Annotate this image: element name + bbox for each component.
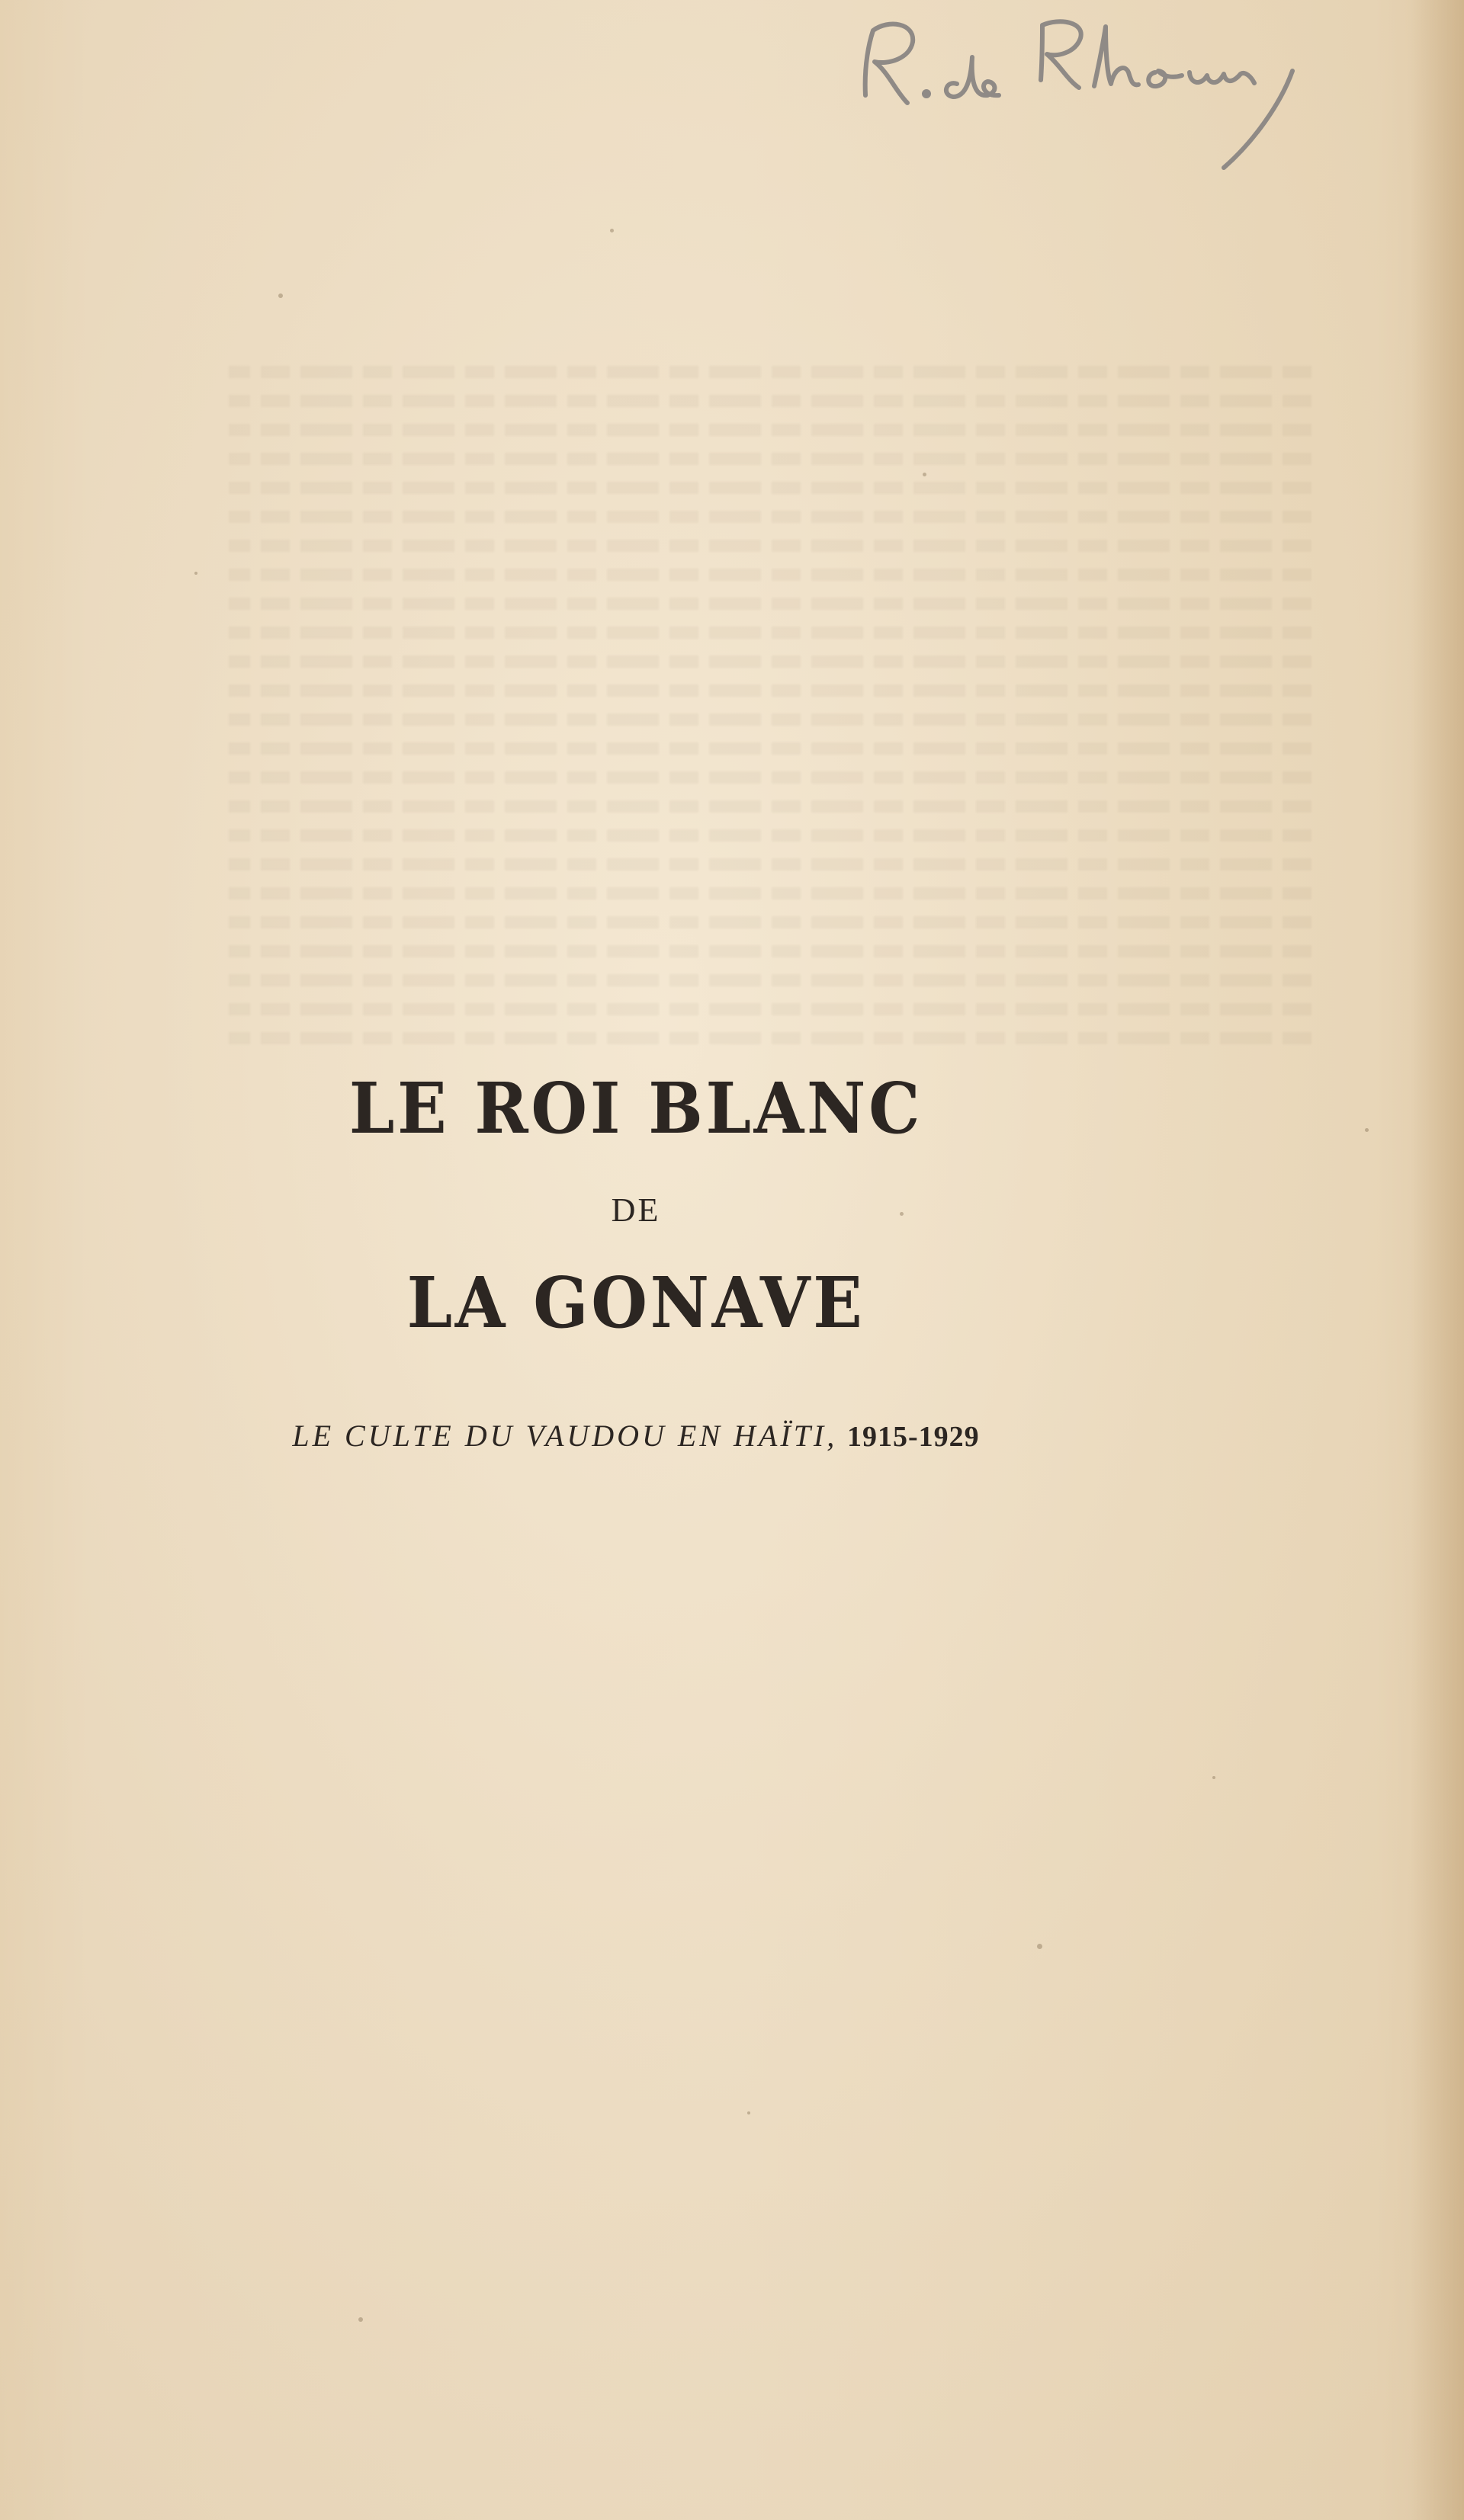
subtitle-years: 1915-1929 <box>846 1421 980 1453</box>
book-subtitle <box>0 1418 1272 1454</box>
paper-speck <box>923 473 926 476</box>
signature-text: R. de Rhoun <box>843 202 848 203</box>
book-title-line-1: LE ROI BLANC <box>348 1067 923 1149</box>
handwritten-signature <box>843 11 1422 210</box>
book-title-connector: DE <box>611 1191 661 1229</box>
book-title-line-2: LA GONAVE <box>406 1262 865 1344</box>
subtitle-text: LE CULTE DU VAUDOU EN HAÏTI, <box>292 1419 838 1453</box>
paper-speck <box>194 572 197 575</box>
paper-speck <box>1365 1128 1369 1132</box>
paper-speck <box>358 2317 363 2322</box>
paper-speck <box>278 293 283 298</box>
paper-speck <box>1212 1776 1215 1779</box>
paper-speck <box>610 229 614 232</box>
page-edge-shadow <box>1411 0 1464 2520</box>
paper-speck <box>747 2111 750 2114</box>
paper-speck <box>1037 1944 1042 1949</box>
paper-speck <box>900 1212 904 1216</box>
